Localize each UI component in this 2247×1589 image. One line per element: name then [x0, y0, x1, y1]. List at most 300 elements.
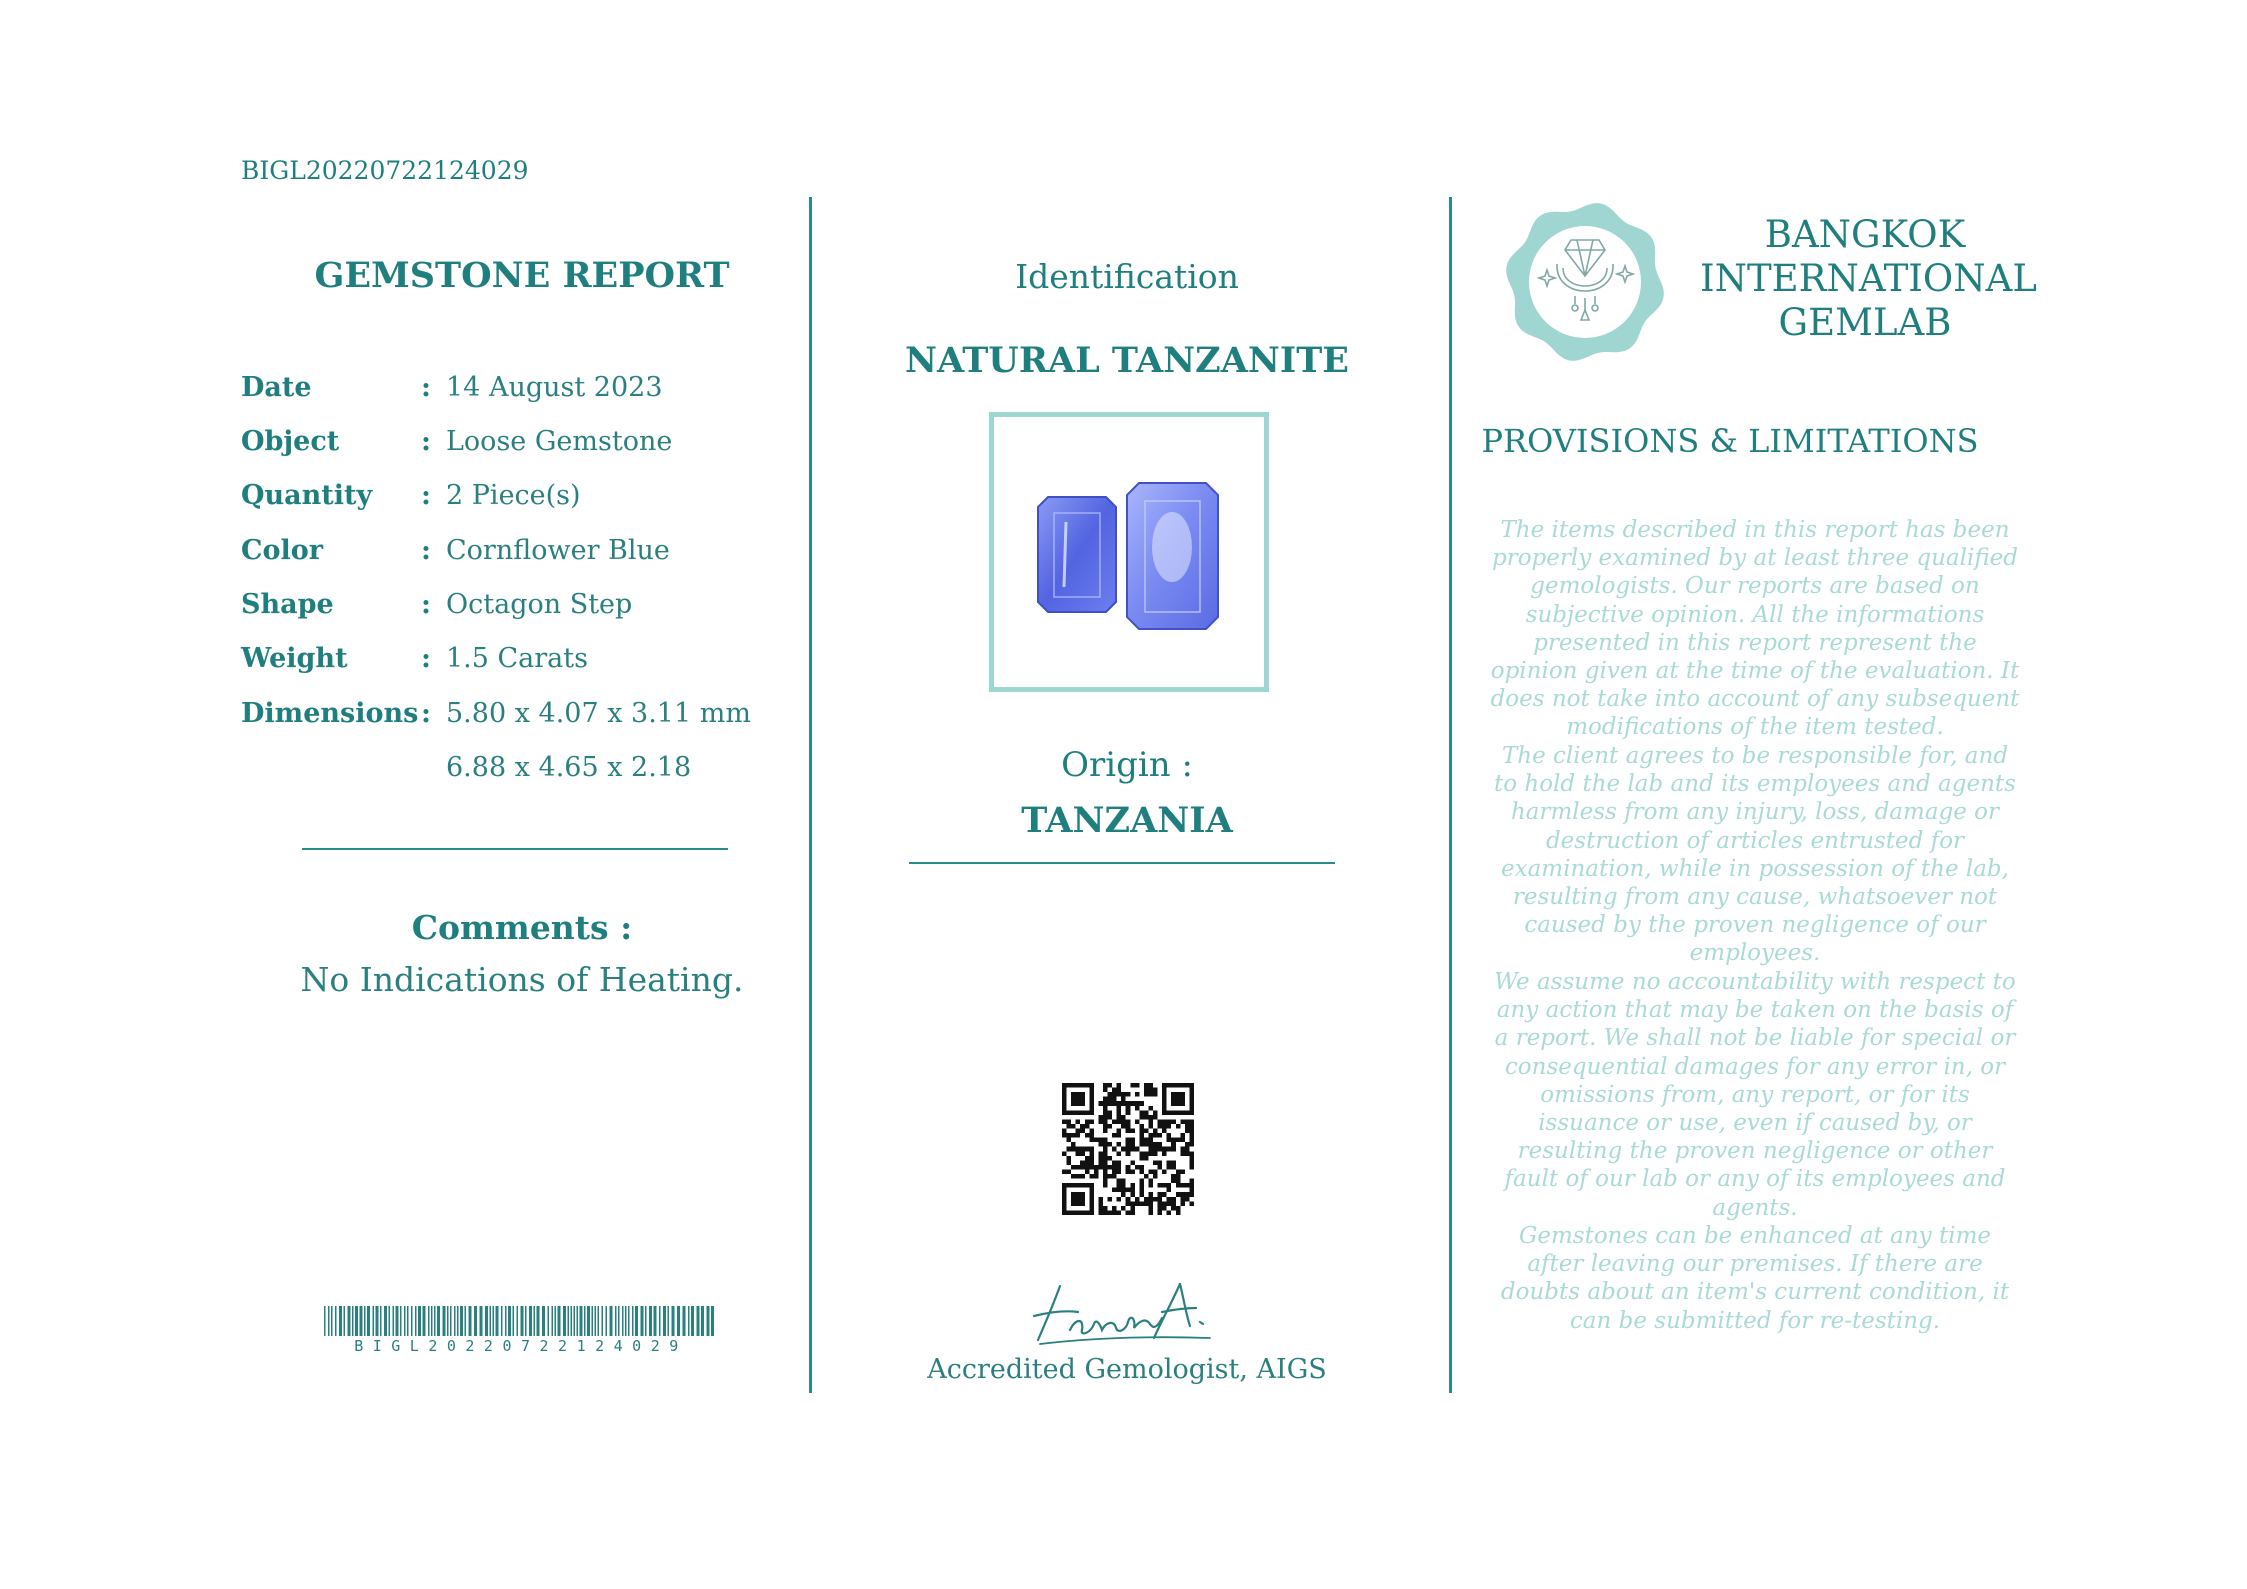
- qr-module: [1153, 1133, 1158, 1138]
- qr-module: [1103, 1101, 1108, 1106]
- barcode-bar: [659, 1306, 661, 1336]
- qr-module: [1098, 1160, 1103, 1165]
- qr-module: [1139, 1192, 1144, 1197]
- barcode-bar: [380, 1306, 382, 1336]
- barcode-bar: [548, 1306, 550, 1336]
- qr-module: [1108, 1210, 1113, 1215]
- qr-module: [1121, 1206, 1126, 1211]
- qr-module: [1167, 1124, 1172, 1129]
- qr-module: [1167, 1188, 1172, 1193]
- qr-module: [1176, 1183, 1181, 1188]
- barcode-bar: [622, 1306, 624, 1336]
- right-divider: [1449, 197, 1452, 1393]
- date-label: Date: [241, 372, 312, 403]
- qr-module: [1176, 1138, 1181, 1143]
- qr-module: [1148, 1142, 1153, 1147]
- qr-module: [1135, 1083, 1140, 1088]
- barcode-bar: [434, 1306, 436, 1336]
- qr-module: [1126, 1092, 1131, 1097]
- qr-module: [1148, 1192, 1153, 1197]
- qr-module: [1171, 1119, 1176, 1124]
- qr-module: [1108, 1165, 1113, 1170]
- qr-module: [1103, 1106, 1108, 1111]
- signature-image: [1030, 1278, 1220, 1348]
- barcode-bar: [595, 1306, 597, 1336]
- qr-module: [1167, 1165, 1172, 1170]
- qr-module: [1135, 1165, 1140, 1170]
- qr-module: [1103, 1179, 1108, 1184]
- qr-module: [1148, 1147, 1153, 1152]
- barcode-bar: [389, 1306, 391, 1336]
- qr-module: [1171, 1174, 1176, 1179]
- qr-module: [1085, 1156, 1090, 1161]
- qr-module: [1139, 1183, 1144, 1188]
- qr-module: [1098, 1115, 1103, 1120]
- qr-module: [1103, 1083, 1108, 1088]
- qr-module: [1171, 1092, 1185, 1106]
- report-title: GEMSTONE REPORT: [314, 255, 730, 296]
- qr-module: [1180, 1169, 1185, 1174]
- qr-module: [1144, 1115, 1149, 1120]
- object-label: Object: [241, 426, 340, 457]
- qr-module: [1098, 1151, 1103, 1156]
- colon: :: [421, 372, 431, 403]
- qr-module: [1117, 1119, 1122, 1124]
- qr-module: [1103, 1138, 1108, 1143]
- barcode-bar: [602, 1306, 604, 1336]
- qr-module: [1121, 1147, 1126, 1152]
- qr-module: [1189, 1138, 1194, 1143]
- qr-module: [1148, 1115, 1153, 1120]
- qr-module: [1112, 1188, 1117, 1193]
- qr-module: [1158, 1201, 1163, 1206]
- qr-module: [1076, 1174, 1081, 1179]
- qr-module: [1171, 1201, 1176, 1206]
- barcode-bar: [568, 1306, 570, 1336]
- qr-module: [1103, 1124, 1108, 1129]
- origin-value: TANZANIA: [1021, 800, 1233, 841]
- qr-module: [1153, 1197, 1158, 1202]
- qr-module: [1180, 1138, 1185, 1143]
- barcode-bar: [460, 1306, 463, 1336]
- qr-module: [1062, 1151, 1067, 1156]
- qr-module: [1148, 1206, 1153, 1211]
- origin-label: Origin :: [1061, 745, 1193, 785]
- barcode-bar: [618, 1306, 620, 1336]
- qr-module: [1180, 1151, 1185, 1156]
- qr-module: [1167, 1160, 1172, 1165]
- barcode-bar: [707, 1306, 710, 1336]
- qr-module: [1130, 1083, 1135, 1088]
- qr-module: [1071, 1133, 1076, 1138]
- qr-module: [1139, 1129, 1144, 1134]
- qr-module: [1121, 1188, 1126, 1193]
- qr-module: [1103, 1142, 1108, 1147]
- qr-module: [1094, 1165, 1099, 1170]
- qr-module: [1153, 1160, 1158, 1165]
- qr-module: [1144, 1110, 1149, 1115]
- qr-module: [1148, 1138, 1153, 1143]
- qr-module: [1085, 1147, 1090, 1152]
- qr-module: [1189, 1201, 1194, 1206]
- qr-module: [1185, 1151, 1190, 1156]
- qr-module: [1130, 1160, 1135, 1165]
- qr-module: [1130, 1138, 1135, 1143]
- qr-module: [1085, 1119, 1090, 1124]
- qr-module: [1153, 1110, 1158, 1115]
- qr-module: [1117, 1088, 1122, 1093]
- barcode-bar: [490, 1306, 492, 1336]
- qr-module: [1076, 1165, 1081, 1170]
- barcode-bar: [580, 1306, 583, 1336]
- barcode-bar: [542, 1306, 545, 1336]
- qr-module: [1135, 1106, 1140, 1111]
- barcode-bar: [457, 1306, 459, 1336]
- qr-module: [1144, 1197, 1149, 1202]
- gemologist-title: Accredited Gemologist, AIGS: [927, 1354, 1327, 1385]
- qr-module: [1098, 1206, 1103, 1211]
- qr-module: [1103, 1174, 1108, 1179]
- qr-module: [1103, 1160, 1108, 1165]
- stone-name: NATURAL TANZANITE: [905, 340, 1349, 381]
- qr-module: [1098, 1165, 1103, 1170]
- barcode-bar: [443, 1306, 446, 1336]
- qr-module: [1158, 1119, 1163, 1124]
- qr-module: [1189, 1179, 1194, 1184]
- qr-module: [1185, 1142, 1190, 1147]
- qr-module: [1153, 1088, 1158, 1093]
- qr-module: [1153, 1147, 1158, 1152]
- qr-module: [1153, 1142, 1158, 1147]
- qr-module: [1144, 1156, 1149, 1161]
- qr-module: [1144, 1142, 1149, 1147]
- qr-module: [1148, 1183, 1153, 1188]
- qr-module: [1071, 1165, 1076, 1170]
- qr-module: [1139, 1115, 1144, 1120]
- barcode-bar: [328, 1306, 330, 1336]
- barcode-bar: [521, 1306, 524, 1336]
- qr-module: [1153, 1115, 1158, 1120]
- qr-module: [1148, 1197, 1153, 1202]
- qr-module: [1158, 1124, 1163, 1129]
- qr-module: [1117, 1188, 1122, 1193]
- qr-module: [1121, 1179, 1126, 1184]
- barcode-bar: [376, 1306, 379, 1336]
- identification-label: Identification: [1015, 257, 1239, 296]
- barcode-bar: [447, 1306, 449, 1336]
- barcode-bar: [571, 1306, 573, 1336]
- qr-module: [1117, 1106, 1122, 1111]
- barcode-bar: [625, 1306, 627, 1336]
- qr-module: [1158, 1210, 1163, 1215]
- qr-module: [1071, 1174, 1076, 1179]
- qr-module: [1130, 1129, 1135, 1134]
- provisions-title: PROVISIONS & LIMITATIONS: [1481, 422, 1979, 460]
- barcode-bar: [688, 1306, 690, 1336]
- qr-module: [1180, 1201, 1185, 1206]
- qr-module: [1189, 1156, 1194, 1161]
- provisions-paragraph-4: Gemstones can be enhanced at any time after leaving our premises. If there are doubts about an item's current condition, it can be submitted for re-testing.: [1500, 1223, 2010, 1334]
- qr-module: [1167, 1147, 1172, 1152]
- qr-module: [1189, 1188, 1194, 1193]
- qr-module: [1162, 1169, 1167, 1174]
- qr-module: [1189, 1124, 1194, 1129]
- qr-module: [1117, 1092, 1122, 1097]
- qr-module: [1139, 1201, 1144, 1206]
- qr-module: [1148, 1083, 1153, 1088]
- barcode-bar: [505, 1306, 507, 1336]
- qr-module: [1121, 1192, 1126, 1197]
- qr-module: [1112, 1119, 1117, 1124]
- barcode-bar: [610, 1306, 613, 1336]
- barcode-bar: [415, 1306, 417, 1336]
- qr-module: [1089, 1174, 1094, 1179]
- qr-module: [1112, 1165, 1117, 1170]
- qr-module: [1080, 1165, 1085, 1170]
- qr-module: [1108, 1115, 1113, 1120]
- qr-module: [1153, 1129, 1158, 1134]
- qr-module: [1126, 1169, 1131, 1174]
- qr-module: [1158, 1206, 1163, 1211]
- qr-module: [1171, 1165, 1176, 1170]
- qr-module: [1108, 1174, 1113, 1179]
- barcode-bar: [517, 1306, 519, 1336]
- qr-module: [1130, 1147, 1135, 1152]
- barcode-bar: [393, 1306, 395, 1336]
- qr-module: [1098, 1142, 1103, 1147]
- barcode-bar: [577, 1306, 579, 1336]
- barcode-bar: [668, 1306, 670, 1336]
- barcode-bar: [563, 1306, 566, 1336]
- qr-module: [1171, 1160, 1176, 1165]
- qr-module: [1189, 1165, 1194, 1170]
- qr-module: [1162, 1192, 1167, 1197]
- qr-module: [1176, 1174, 1181, 1179]
- barcode-bar: [534, 1306, 536, 1336]
- provisions-paragraph-2: The client agrees to be responsible for, and to hold the lab and its employees and agents harmless from any injury, loss, damage or destruction of articles entrusted for examination, while in possession of the lab, resulting from any cause, whatsoever not caused by the proven negligence of our employees.: [1494, 743, 2016, 967]
- qr-module: [1153, 1092, 1158, 1097]
- qr-module: [1126, 1142, 1131, 1147]
- comments-title: Comments :: [411, 908, 633, 947]
- dimensions-value-2: 6.88 x 4.65 x 2.18: [446, 752, 692, 783]
- barcode-bar: [677, 1306, 680, 1336]
- qr-module: [1176, 1206, 1181, 1211]
- qr-module: [1130, 1206, 1135, 1211]
- qr-module: [1158, 1147, 1163, 1152]
- qr-module: [1098, 1101, 1103, 1106]
- qr-module: [1130, 1101, 1135, 1106]
- qr-module: [1103, 1210, 1108, 1215]
- qr-module: [1108, 1083, 1113, 1088]
- barcode-bar: [645, 1306, 647, 1336]
- qr-module: [1126, 1201, 1131, 1206]
- qr-module: [1126, 1101, 1131, 1106]
- qr-module: [1067, 1160, 1072, 1165]
- shape-label: Shape: [241, 589, 334, 620]
- qr-module: [1094, 1174, 1099, 1179]
- qr-module: [1076, 1133, 1081, 1138]
- qr-module: [1062, 1133, 1067, 1138]
- qr-module: [1158, 1160, 1163, 1165]
- qr-module: [1089, 1151, 1094, 1156]
- qr-module: [1185, 1183, 1190, 1188]
- object-value: Loose Gemstone: [446, 426, 673, 457]
- qr-module: [1189, 1129, 1194, 1134]
- qr-module: [1080, 1147, 1085, 1152]
- qr-module: [1112, 1160, 1117, 1165]
- qr-module: [1103, 1097, 1108, 1102]
- qr-module: [1180, 1183, 1185, 1188]
- left-section-divider: [302, 848, 728, 850]
- barcode-bar: [367, 1306, 370, 1336]
- qr-module: [1189, 1133, 1194, 1138]
- qr-module: [1144, 1083, 1149, 1088]
- qr-module: [1112, 1097, 1117, 1102]
- qr-module: [1171, 1138, 1176, 1143]
- qr-module: [1076, 1147, 1081, 1152]
- qr-module: [1158, 1192, 1163, 1197]
- qr-module: [1144, 1129, 1149, 1134]
- barcode-bar: [437, 1306, 440, 1336]
- barcode-bar: [552, 1306, 554, 1336]
- shape-value: Octagon Step: [446, 589, 633, 620]
- qr-code-icon[interactable]: [1062, 1083, 1194, 1215]
- barcode-bar: [465, 1306, 467, 1336]
- barcode-bar: [691, 1306, 694, 1336]
- qr-module: [1148, 1124, 1153, 1129]
- barcode-bar: [558, 1306, 561, 1336]
- barcode-bar: [529, 1306, 532, 1336]
- weight-label: Weight: [241, 643, 348, 674]
- qr-module: [1121, 1119, 1126, 1124]
- barcode-bar: [352, 1306, 354, 1336]
- qr-module: [1180, 1119, 1185, 1124]
- barcode-bar: [587, 1306, 590, 1336]
- qr-module: [1148, 1092, 1153, 1097]
- qr-module: [1121, 1097, 1126, 1102]
- qr-module: [1098, 1210, 1103, 1215]
- barcode-bar: [348, 1306, 351, 1336]
- qr-module: [1117, 1101, 1122, 1106]
- barcode-bar: [364, 1306, 366, 1336]
- qr-module: [1121, 1183, 1126, 1188]
- qr-module: [1076, 1119, 1081, 1124]
- middle-section-divider: [909, 862, 1335, 864]
- barcode-bar: [324, 1306, 326, 1336]
- qr-module: [1167, 1210, 1172, 1215]
- qr-module: [1067, 1138, 1072, 1143]
- qr-module: [1135, 1101, 1140, 1106]
- qr-module: [1103, 1088, 1108, 1093]
- barcode-bar: [632, 1306, 634, 1336]
- qr-module: [1130, 1210, 1135, 1215]
- qr-module: [1185, 1147, 1190, 1152]
- qr-module: [1189, 1151, 1194, 1156]
- qr-module: [1153, 1169, 1158, 1174]
- provisions-paragraph-1: The items described in this report has been properly examined by at least three qualified gemologists. Our reports are based on subjective opinion. All the informations presented in this report represent the opinion given at the time of the evaluation. It does not take into account of any subsequent modifications of the item tested.: [1490, 517, 2020, 741]
- qr-module: [1139, 1179, 1144, 1184]
- qr-module: [1103, 1206, 1108, 1211]
- date-value: 14 August 2023: [446, 372, 663, 403]
- qr-module: [1185, 1197, 1190, 1202]
- barcode-bar: [584, 1306, 586, 1336]
- lab-name-line-2: INTERNATIONAL: [1700, 257, 2037, 300]
- qr-module: [1139, 1188, 1144, 1193]
- barcode-bar: [555, 1306, 557, 1336]
- barcode-bar: [592, 1306, 594, 1336]
- qr-module: [1180, 1133, 1185, 1138]
- qr-module: [1062, 1129, 1067, 1134]
- qr-module: [1117, 1169, 1122, 1174]
- comments-text: No Indications of Heating.: [300, 960, 744, 999]
- qr-module: [1148, 1133, 1153, 1138]
- qr-module: [1180, 1197, 1185, 1202]
- qr-module: [1167, 1183, 1172, 1188]
- qr-module: [1085, 1169, 1090, 1174]
- qr-module: [1103, 1183, 1108, 1188]
- colon: :: [421, 480, 431, 511]
- barcode-bar: [404, 1306, 406, 1336]
- color-value: Cornflower Blue: [446, 535, 670, 566]
- qr-module: [1139, 1110, 1144, 1115]
- qr-module: [1162, 1119, 1167, 1124]
- provisions-paragraph-3: We assume no accountability with respect to any action that may be taken on the basis of a report. We shall not be liable for special or consequential damages for any error in, or omissions from, any report, or for its issuance or use, even if caused by, or resulting the proven negligence or other fault of our lab or any of its employees and agents.: [1494, 969, 2016, 1221]
- qr-module: [1126, 1147, 1131, 1152]
- qr-module: [1067, 1119, 1072, 1124]
- barcode-bar: [407, 1306, 409, 1336]
- qr-module: [1126, 1165, 1131, 1170]
- qr-module: [1067, 1133, 1072, 1138]
- qr-module: [1112, 1101, 1117, 1106]
- colon: :: [421, 698, 431, 729]
- barcode-bar: [423, 1306, 426, 1336]
- qr-module: [1153, 1151, 1158, 1156]
- qr-module: [1117, 1129, 1122, 1134]
- qr-module: [1112, 1174, 1117, 1179]
- qr-module: [1126, 1138, 1131, 1143]
- qr-module: [1144, 1092, 1149, 1097]
- qr-module: [1144, 1088, 1149, 1093]
- qr-module: [1085, 1124, 1090, 1129]
- qr-module: [1130, 1142, 1135, 1147]
- qr-module: [1135, 1197, 1140, 1202]
- barcode-bar: [428, 1306, 430, 1336]
- qr-module: [1076, 1129, 1081, 1134]
- qr-module: [1171, 1147, 1176, 1152]
- qr-module: [1117, 1151, 1122, 1156]
- qr-module: [1071, 1092, 1085, 1106]
- qr-module: [1162, 1124, 1167, 1129]
- barcode-bar: [711, 1306, 714, 1336]
- qr-module: [1117, 1179, 1122, 1184]
- qr-module: [1171, 1179, 1176, 1184]
- qr-module: [1089, 1138, 1094, 1143]
- qr-module: [1176, 1169, 1181, 1174]
- qr-module: [1126, 1197, 1131, 1202]
- stone-image-frame: [989, 412, 1269, 692]
- qr-module: [1139, 1133, 1144, 1138]
- qr-module: [1121, 1115, 1126, 1120]
- qr-module: [1158, 1165, 1163, 1170]
- qr-module: [1148, 1210, 1153, 1215]
- qr-module: [1139, 1138, 1144, 1143]
- barcode-bar: [396, 1306, 399, 1336]
- qr-module: [1117, 1165, 1122, 1170]
- qr-module: [1112, 1088, 1117, 1093]
- qr-module: [1185, 1129, 1190, 1134]
- qr-module: [1117, 1083, 1122, 1088]
- qr-module: [1126, 1188, 1131, 1193]
